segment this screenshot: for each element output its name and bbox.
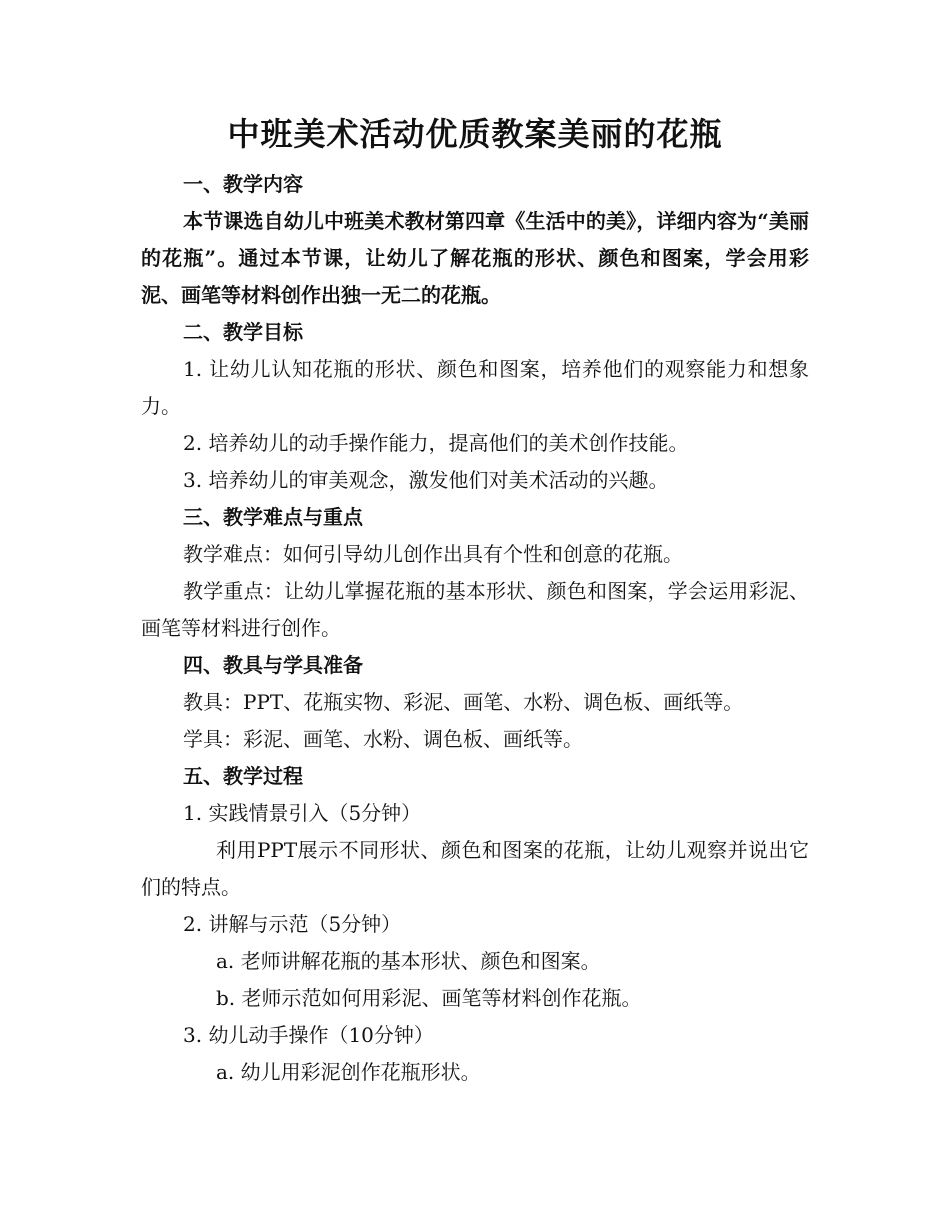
goal-item-3: 3. 培养幼儿的审美观念，激发他们对美术活动的兴趣。 (183, 468, 669, 492)
teaching-focus: 教学重点：让幼儿掌握花瓶的基本形状、颜色和图案，学会运用彩泥、画笔等材料进行创作。 (141, 579, 809, 640)
process-step-2-a: a. 老师讲解花瓶的基本形状、颜色和图案。 (216, 949, 601, 973)
section-heading-process: 五、教学过程 (183, 764, 303, 788)
student-tools: 学具：彩泥、画笔、水粉、调色板、画纸等。 (183, 727, 583, 751)
document-body (141, 166, 809, 1091)
section-heading-content: 一、教学内容 (183, 172, 303, 196)
process-step-3-a: a. 幼儿用彩泥创作花瓶形状。 (216, 1060, 481, 1084)
process-step-1: 1. 实践情景引入（5分钟） (183, 801, 422, 825)
section-heading-key-points: 三、教学难点与重点 (183, 505, 363, 529)
goal-item-2: 2. 培养幼儿的动手操作能力，提高他们的美术创作技能。 (183, 431, 689, 455)
goal-item-1: 1. 让幼儿认知花瓶的形状、颜色和图案，培养他们的观察能力和想象力。 (141, 357, 809, 418)
section-content-paragraph: 本节课选自幼儿中班美术教材第四章《生活中的美》，详细内容为“美丽的花瓶”。通过本节课，让幼儿了解花瓶的形状、颜色和图案，学会用彩泥、画笔等材料创作出独一无二的花瓶。 (141, 209, 809, 307)
section-heading-goals: 二、教学目标 (183, 320, 303, 344)
process-step-3: 3. 幼儿动手操作（10分钟） (183, 1023, 434, 1047)
process-step-2: 2. 讲解与示范（5分钟） (183, 912, 402, 936)
process-step-1-detail: 利用PPT展示不同形状、颜色和图案的花瓶，让幼儿观察并说出它们的特点。 (141, 838, 809, 899)
document-title: 中班美术活动优质教案美丽的花瓶 (227, 115, 723, 153)
section-heading-materials: 四、教具与学具准备 (183, 653, 363, 677)
process-step-2-b: b. 老师示范如何用彩泥、画笔等材料创作花瓶。 (216, 986, 642, 1010)
teaching-difficulty: 教学难点：如何引导幼儿创作出具有个性和创意的花瓶。 (183, 542, 683, 566)
teacher-tools: 教具：PPT、花瓶实物、彩泥、画笔、水粉、调色板、画纸等。 (183, 690, 744, 714)
